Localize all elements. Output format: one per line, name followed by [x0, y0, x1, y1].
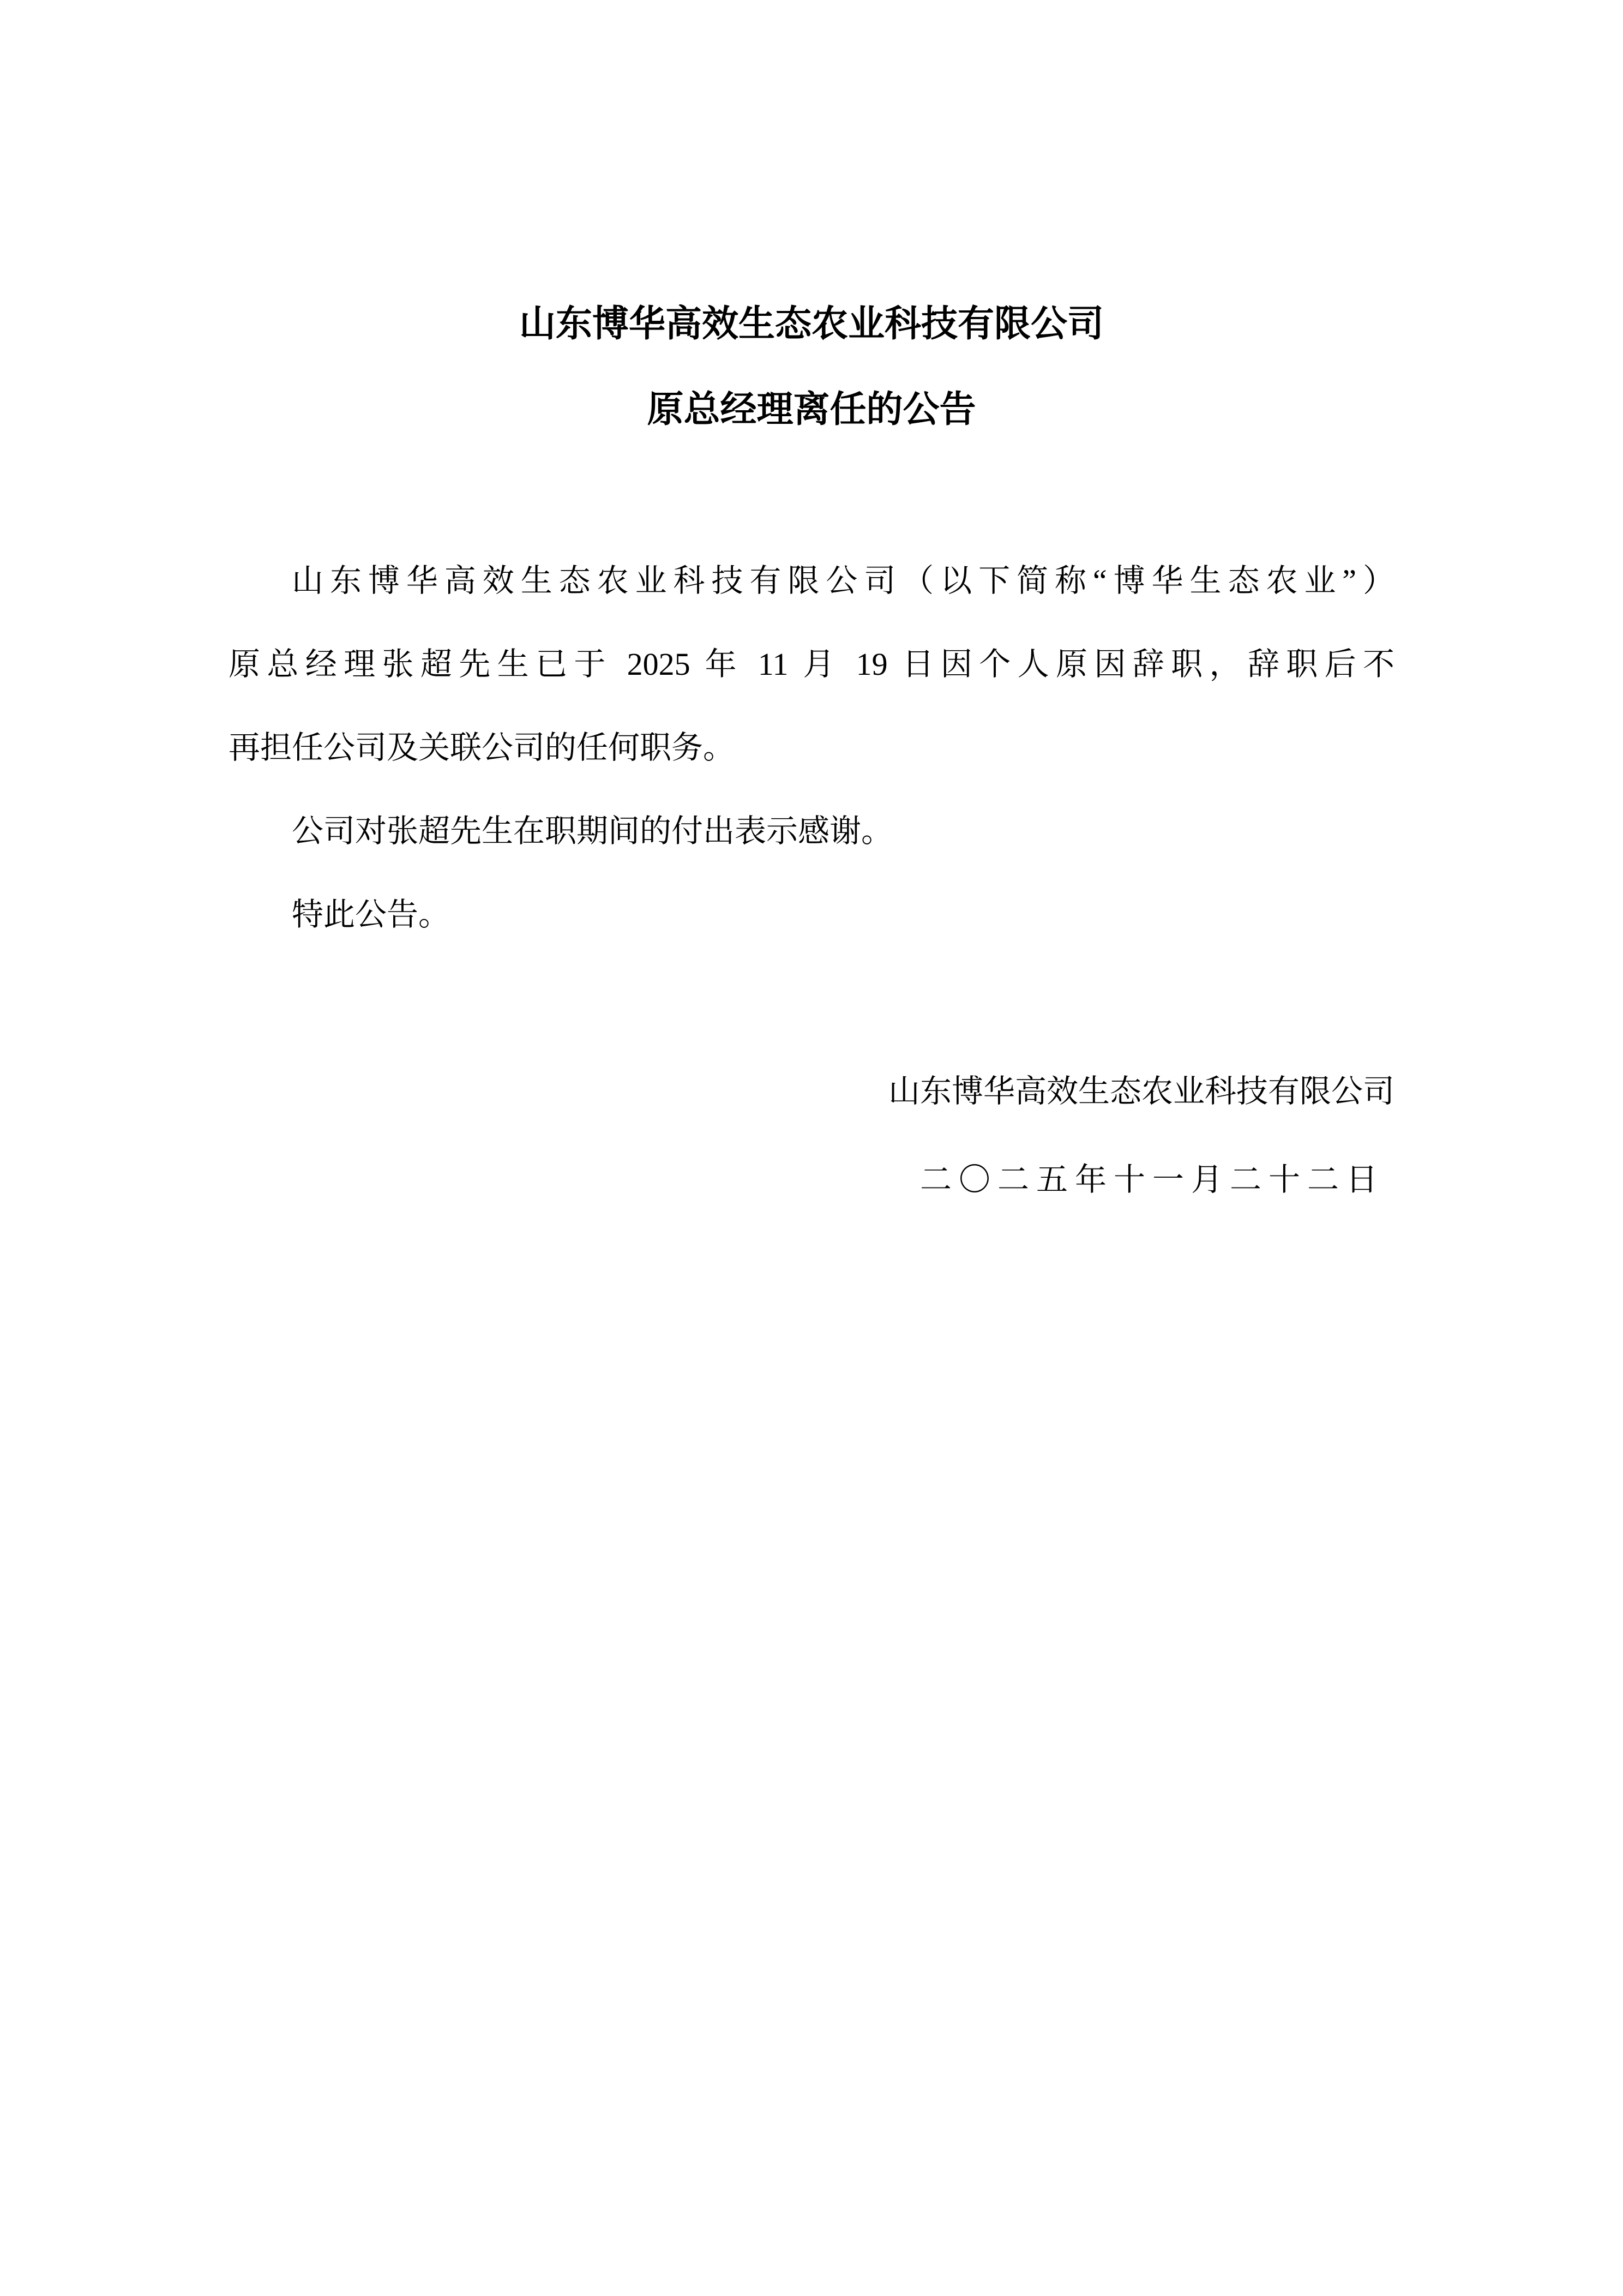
title-announcement-subject: 原总经理离任的公告: [647, 389, 976, 430]
signature-date: 二〇二五年十一月二十二日: [919, 1162, 1385, 1197]
title-company-name: 山东博华高效生态农业科技有限公司: [519, 304, 1104, 344]
signature-company-name: 山东博华高效生态农业科技有限公司: [888, 1074, 1394, 1109]
paragraph1-line2: 原总经理张超先生已于 2025 年 11 月 19 日因个人原因辞职，辞职后不: [229, 646, 1394, 682]
document-title: [229, 281, 1394, 453]
signature-block: [229, 1047, 1394, 1224]
paragraph1-line1: 山东博华高效生态农业科技有限公司（以下简称“博华生态农业”）: [292, 563, 1394, 598]
document-content: [229, 0, 1394, 1224]
paragraph3-closing: 特此公告。: [292, 897, 450, 932]
paragraph1-line3: 再担任公司及关联公司的任何职务。: [229, 730, 735, 765]
paragraph2-thanks: 公司对张超先生在职期间的付出表示感谢。: [292, 813, 893, 849]
document-body: [229, 539, 1394, 956]
